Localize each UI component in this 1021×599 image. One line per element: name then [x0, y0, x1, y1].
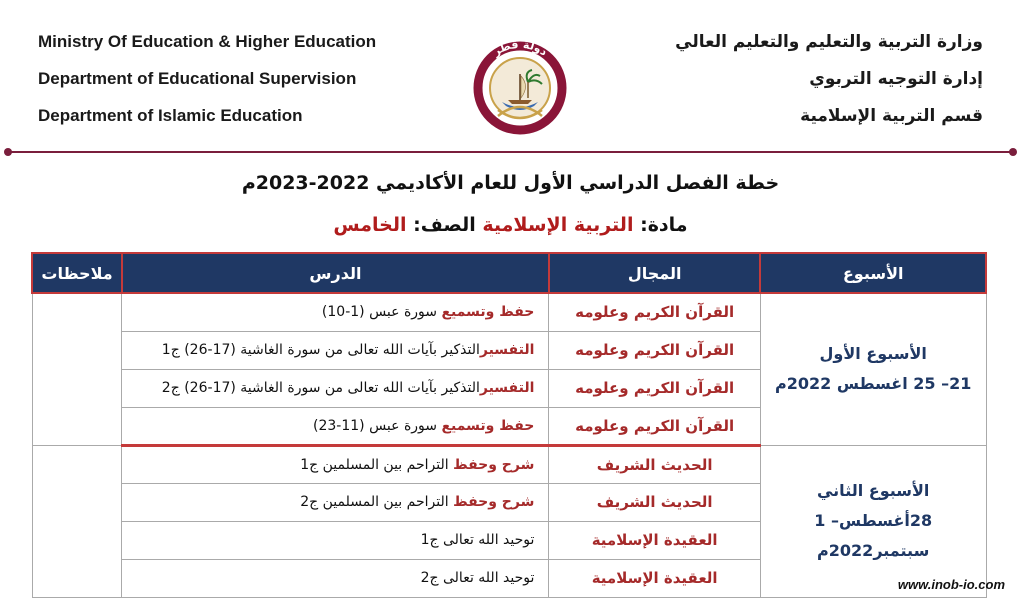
lesson-text: توحيد الله تعالى ج1: [420, 532, 535, 548]
lesson-keyword: حفظ وتسميع: [441, 304, 535, 321]
lesson-keyword: شرح وحفظ: [453, 494, 535, 510]
subject-label: مادة:: [640, 214, 688, 236]
plan-table: [31, 252, 987, 598]
week-cell: [760, 445, 986, 597]
lesson-text: التراحم بين المسلمين ج1: [300, 456, 449, 473]
site-watermark: www.inob-io.com: [897, 577, 1005, 592]
lesson-cell: [122, 483, 549, 521]
domain-cell: القرآن الكريم وعلومه: [549, 369, 761, 407]
emblem-text: دولة قطر: [490, 37, 550, 59]
header-notes: ملاحظات: [32, 253, 122, 293]
header-arabic: [623, 30, 983, 141]
table-row: [32, 445, 986, 483]
header-divider: [8, 151, 1013, 153]
week-name: الأسبوع الثاني: [816, 481, 930, 500]
lesson-cell: [122, 559, 549, 597]
table-row: [32, 293, 986, 331]
header-lesson: الدرس: [122, 253, 549, 293]
ministry-name-en: Ministry Of Education & Higher Education: [38, 32, 377, 51]
lesson-cell: [122, 445, 549, 483]
lesson-keyword: التفسير: [479, 342, 535, 358]
lesson-keyword: حفظ وتسميع: [441, 417, 535, 434]
domain-cell: القرآن الكريم وعلومه: [549, 331, 761, 369]
qatar-emblem-logo: [462, 26, 578, 148]
domain-cell: الحديث الشريف: [549, 445, 761, 483]
domain-cell: العقيدة الإسلامية: [549, 521, 761, 559]
department-supervision-ar: إدارة التوجيه التربوي: [809, 69, 983, 89]
domain-cell: العقيدة الإسلامية: [549, 559, 761, 597]
header-english: [38, 30, 398, 141]
domain-cell: القرآن الكريم وعلومه: [549, 407, 761, 445]
header-domain: المجال: [549, 253, 761, 293]
domain-cell: القرآن الكريم وعلومه: [549, 293, 761, 331]
department-islamic-en: Department of Islamic Education: [38, 106, 303, 125]
subject-line: [0, 214, 1021, 236]
lesson-keyword: شرح وحفظ: [453, 456, 535, 473]
grade-value: الخامس: [333, 214, 407, 236]
lesson-cell: [122, 407, 549, 445]
department-islamic-ar: قسم التربية الإسلامية: [800, 106, 983, 126]
week-name: الأسبوع الأول: [819, 344, 927, 364]
subject-value: التربية الإسلامية: [482, 214, 634, 236]
lesson-cell: [122, 369, 549, 407]
divider-dot-left: [4, 148, 12, 156]
header-week: الأسبوع: [760, 253, 986, 293]
plan-title: خطة الفصل الدراسي الأول للعام الأكاديمي 2022-2023م: [241, 172, 780, 194]
lesson-text: التذكير بآيات الله تعالى من سورة الغاشية (17-26) ج2: [161, 380, 480, 396]
lesson-cell: [122, 331, 549, 369]
lesson-text: التراحم بين المسلمين ج2: [300, 494, 449, 510]
notes-cell: [32, 293, 122, 445]
divider-dot-right: [1009, 148, 1017, 156]
lesson-text: سورة عبس (1-10): [321, 304, 438, 321]
svg-text:دولة قطر: [490, 38, 550, 59]
grade-label: الصف:: [413, 214, 476, 236]
notes-cell: [32, 445, 122, 597]
week-dates: 21– 25 اغسطس 2022م: [774, 374, 972, 394]
lesson-text: توحيد الله تعالى ج2: [420, 570, 535, 586]
ministry-name-ar: وزارة التربية والتعليم والتعليم العالي: [675, 32, 983, 52]
week-cell: [760, 293, 986, 445]
lesson-cell: [122, 521, 549, 559]
lesson-cell: [122, 293, 549, 331]
week-dates: 28أغسطس– 1 سبتمبر2022م: [814, 511, 933, 560]
domain-cell: الحديث الشريف: [549, 483, 761, 521]
lesson-text: سورة عبس (11-23): [312, 417, 438, 434]
lesson-keyword: التفسير: [479, 380, 535, 396]
department-supervision-en: Department of Educational Supervision: [38, 69, 357, 88]
lesson-text: التذكير بآيات الله تعالى من سورة الغاشية (17-26) ج1: [161, 342, 480, 358]
table-header-row: [32, 253, 986, 293]
